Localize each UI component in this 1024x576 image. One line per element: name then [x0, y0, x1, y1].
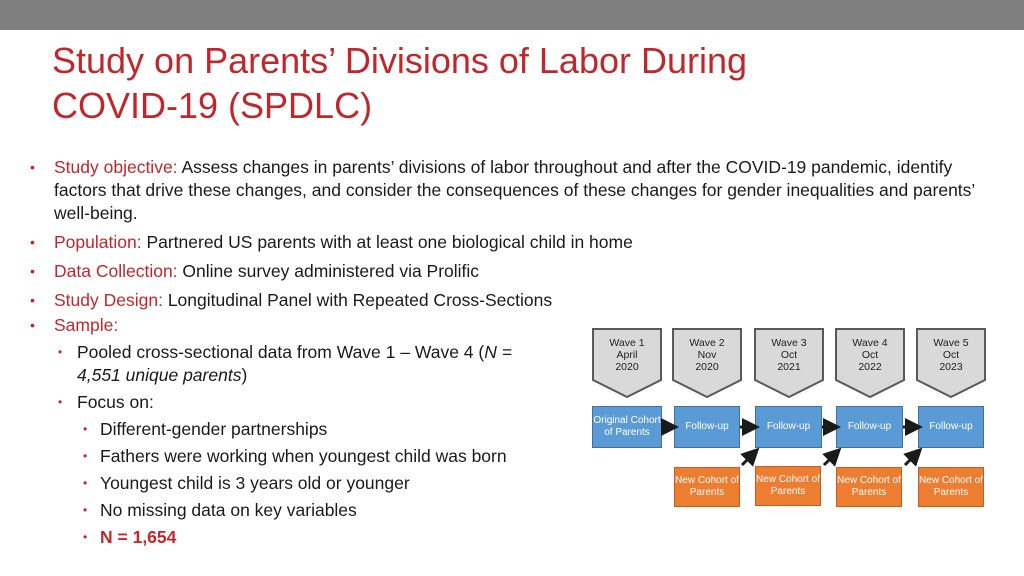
study-design-label: Study Design:: [54, 290, 163, 310]
bullet-dot: •: [83, 476, 88, 490]
bullet-pooled-data: [30, 341, 559, 387]
sample-label: Sample:: [54, 315, 119, 335]
pooled-n: N = 4,551 unique parents: [77, 342, 512, 385]
new-cohort-box: New Cohort of Parents: [674, 467, 740, 507]
focus-label: Focus on:: [77, 392, 154, 412]
bullet-dot: •: [83, 449, 88, 463]
wave-month: April: [616, 349, 638, 361]
bullet-dot: •: [83, 422, 88, 436]
objective-label: Study objective:: [54, 157, 178, 177]
bullet-dot: •: [58, 395, 63, 409]
page-title: Study on Parents’ Divisions of Labor During COVID-19 (SPDLC): [52, 40, 748, 126]
focus-item-text: No missing data on key variables: [100, 500, 357, 520]
follow-up-box: Follow-up: [755, 406, 822, 448]
wave-title: Wave 2: [689, 337, 725, 349]
population-label: Population:: [54, 232, 142, 252]
wave-month: Oct: [942, 349, 960, 361]
focus-item-text: Fathers were working when youngest child was born: [100, 446, 507, 466]
bullet-data-collection: [30, 260, 990, 283]
bullet-population: [30, 231, 990, 254]
data-collection-label: Data Collection:: [54, 261, 178, 281]
wave-month: Oct: [861, 349, 879, 361]
bullet-dot: •: [30, 263, 35, 279]
wave-year: 2022: [858, 361, 882, 373]
bullet-dot: •: [83, 503, 88, 517]
final-n: N = 1,654: [100, 527, 177, 547]
arrow-icon: [824, 454, 835, 465]
original-cohort-box: Original Cohort of Parents: [592, 406, 662, 448]
wave-title: Wave 4: [852, 337, 888, 349]
population-text: Partnered US parents with at least one biological child in home: [141, 232, 633, 252]
wave-title: Wave 5: [933, 337, 969, 349]
bullet-dot: •: [58, 345, 63, 359]
focus-item-text: Different-gender partnerships: [100, 419, 328, 439]
follow-up-box: Follow-up: [918, 406, 984, 448]
wave-year: 2021: [777, 361, 801, 373]
wave-year: 2023: [939, 361, 963, 373]
study-design-text: Longitudinal Panel with Repeated Cross-Sections: [162, 290, 553, 310]
wave-title: Wave 3: [771, 337, 807, 349]
new-cohort-box: New Cohort of Parents: [918, 467, 984, 507]
bullet-objective: [30, 156, 990, 225]
wave-month: Oct: [780, 349, 798, 361]
focus-item-n: [30, 526, 990, 549]
bullet-dot: •: [30, 292, 35, 308]
new-cohort-box: New Cohort of Parents: [836, 467, 902, 507]
wave-title: Wave 1: [609, 337, 645, 349]
bullet-dot: •: [30, 317, 35, 333]
focus-item-text: Youngest child is 3 years old or younger: [100, 473, 410, 493]
arrow-icon: [742, 454, 753, 465]
pooled-close: ): [241, 365, 248, 385]
diagram-arrows: [590, 328, 990, 513]
wave-month: Nov: [697, 349, 717, 361]
bullet-dot: •: [30, 234, 35, 250]
wave-year: 2020: [615, 361, 639, 373]
data-collection-text: Online survey administered via Prolific: [177, 261, 480, 281]
bullet-dot: •: [30, 159, 35, 175]
wave-year: 2020: [695, 361, 719, 373]
pooled-text: Pooled cross-sectional data from Wave 1 – Wave 4 (: [77, 342, 485, 362]
arrow-icon: [905, 454, 916, 465]
new-cohort-box: New Cohort of Parents: [755, 466, 821, 506]
objective-text: Assess changes in parents’ divisions of labor throughout and after the COVID-19 pandemic, identify factors that drive these changes, and consider the consequences of these changes for gender inequalities and parents’ well-being.: [54, 157, 975, 223]
follow-up-box: Follow-up: [674, 406, 740, 448]
bullet-study-design: [30, 289, 990, 312]
bullet-dot: •: [83, 530, 88, 544]
study-design-diagram: [590, 328, 990, 513]
follow-up-box: Follow-up: [836, 406, 903, 448]
top-bar: [0, 0, 1024, 30]
